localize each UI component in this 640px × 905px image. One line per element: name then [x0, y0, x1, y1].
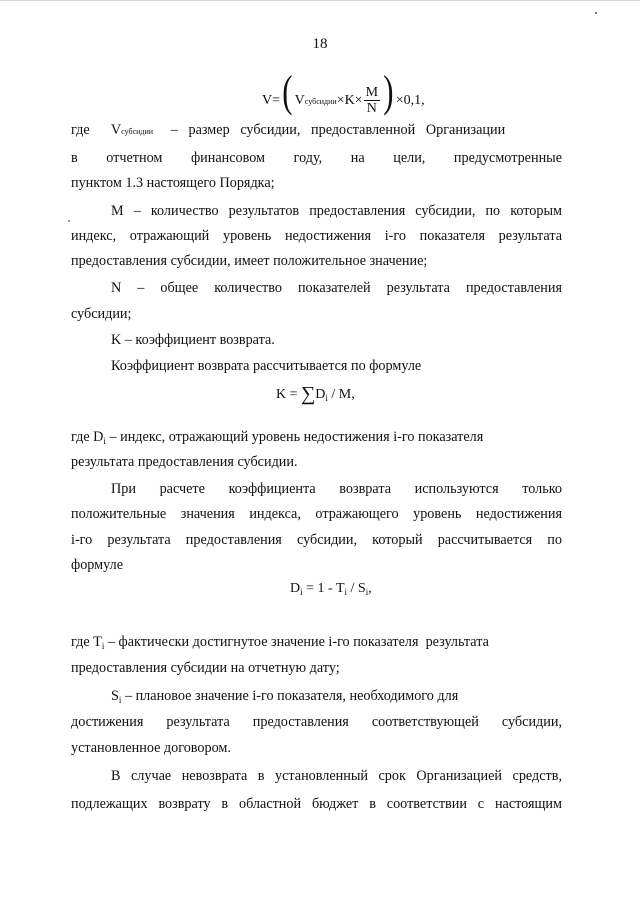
- left-paren: (: [282, 67, 293, 116]
- text-line-17-sub: i: [101, 641, 105, 651]
- formula-k-lhs: K =: [276, 387, 302, 402]
- formula-d-tail: ,: [368, 581, 372, 596]
- text-line-12: результата предоставления субсидии.: [71, 454, 298, 470]
- formula-d-mid2: / S: [347, 581, 366, 596]
- text-line-20: достижения результата предоставления соответствующей субсидии,: [71, 714, 562, 730]
- fraction-numerator: M: [365, 85, 379, 101]
- formula-v-subscript: субсидии: [304, 97, 337, 106]
- text-line-23: подлежащих возврату в областной бюджет в соответствии с настоящим: [71, 796, 562, 812]
- text-line-1: [71, 120, 562, 142]
- text-line-1-vsub: субсидии: [121, 127, 154, 136]
- text-line-8: субсидии;: [71, 306, 132, 322]
- text-line-6: предоставления субсидии, имеет положительное значение;: [71, 253, 428, 269]
- text-line-16: формуле: [71, 557, 123, 573]
- text-line-1-v: V: [110, 122, 122, 138]
- text-line-17: [71, 632, 562, 653]
- formula-v-k-part: ×K×: [336, 93, 363, 108]
- right-paren: ): [383, 67, 394, 116]
- text-line-3: пунктом 1.3 настоящего Порядка;: [71, 175, 275, 191]
- text-line-1-rest: – размер субсидии, предоставленной Организации: [170, 122, 506, 138]
- formula-k-subscript: i: [325, 393, 328, 403]
- formula-d-lhs: D: [290, 581, 301, 596]
- text-line-17-rest: – фактически достигнутое значение i-го показателя результата: [104, 634, 489, 650]
- formula-v-fraction: [364, 85, 380, 116]
- text-line-1-where: где: [71, 122, 90, 138]
- formula-d-sub3: i: [365, 587, 369, 597]
- formula-v-lhs: V=: [262, 93, 281, 108]
- text-line-5: индекс, отражающий уровень недостижения i-го показателя результата: [71, 228, 562, 244]
- text-line-11-a: где D: [71, 429, 104, 445]
- formula-d-sub: i: [300, 587, 303, 597]
- text-line-11-sub: i: [103, 436, 106, 446]
- fraction-denominator: N: [366, 101, 377, 117]
- formula-d: [290, 581, 372, 597]
- text-line-7: N – общее количество показателей результата предоставления: [111, 280, 562, 296]
- formula-v-tail: ×0,1,: [395, 93, 425, 108]
- text-line-15: i-го результата предоставления субсидии, который рассчитывается по: [71, 532, 562, 548]
- text-line-11-rest: – индекс, отражающий уровень недостижения i-го показателя: [105, 429, 484, 445]
- page-number: 18: [312, 36, 328, 52]
- text-line-22: В случае невозврата в установленный срок Организацией средств,: [111, 768, 562, 784]
- text-line-2: в отчетном финансовом году, на цели, предусмотренные: [71, 150, 562, 166]
- text-line-4: M – количество результатов предоставления субсидии, по которым: [111, 203, 562, 219]
- text-line-17-a: где T: [71, 634, 102, 650]
- formula-k-d: D: [315, 387, 326, 402]
- text-line-9: K – коэффициент возврата.: [111, 332, 275, 348]
- formula-d-sub2: i: [344, 587, 348, 597]
- formula-d-mid: = 1 - T: [302, 581, 345, 596]
- formula-k-rest: / M,: [327, 387, 355, 402]
- text-line-19-sub: i: [118, 695, 122, 705]
- text-line-19: [111, 686, 562, 707]
- text-line-13: При расчете коэффициента возврата используются только: [111, 481, 562, 497]
- formula-v: [262, 68, 425, 116]
- text-line-19-a: S: [111, 688, 119, 704]
- text-line-18: предоставления субсидии на отчетную дату;: [71, 660, 340, 676]
- formula-v-var: V: [294, 93, 305, 108]
- text-line-14: положительные значения индекса, отражающего уровень недостижения: [71, 506, 562, 522]
- text-line-11: [71, 427, 562, 448]
- text-line-19-rest: – плановое значение i-го показателя, необходимого для: [121, 688, 459, 704]
- sum-symbol: ∑: [301, 383, 316, 405]
- text-line-21: установленное договором.: [71, 740, 231, 756]
- formula-k: [276, 381, 355, 404]
- scan-speck: [595, 12, 597, 14]
- scan-speck: [68, 220, 70, 222]
- text-line-10: Коэффициент возврата рассчитывается по формуле: [111, 358, 422, 374]
- scan-edge-line: [0, 0, 640, 1]
